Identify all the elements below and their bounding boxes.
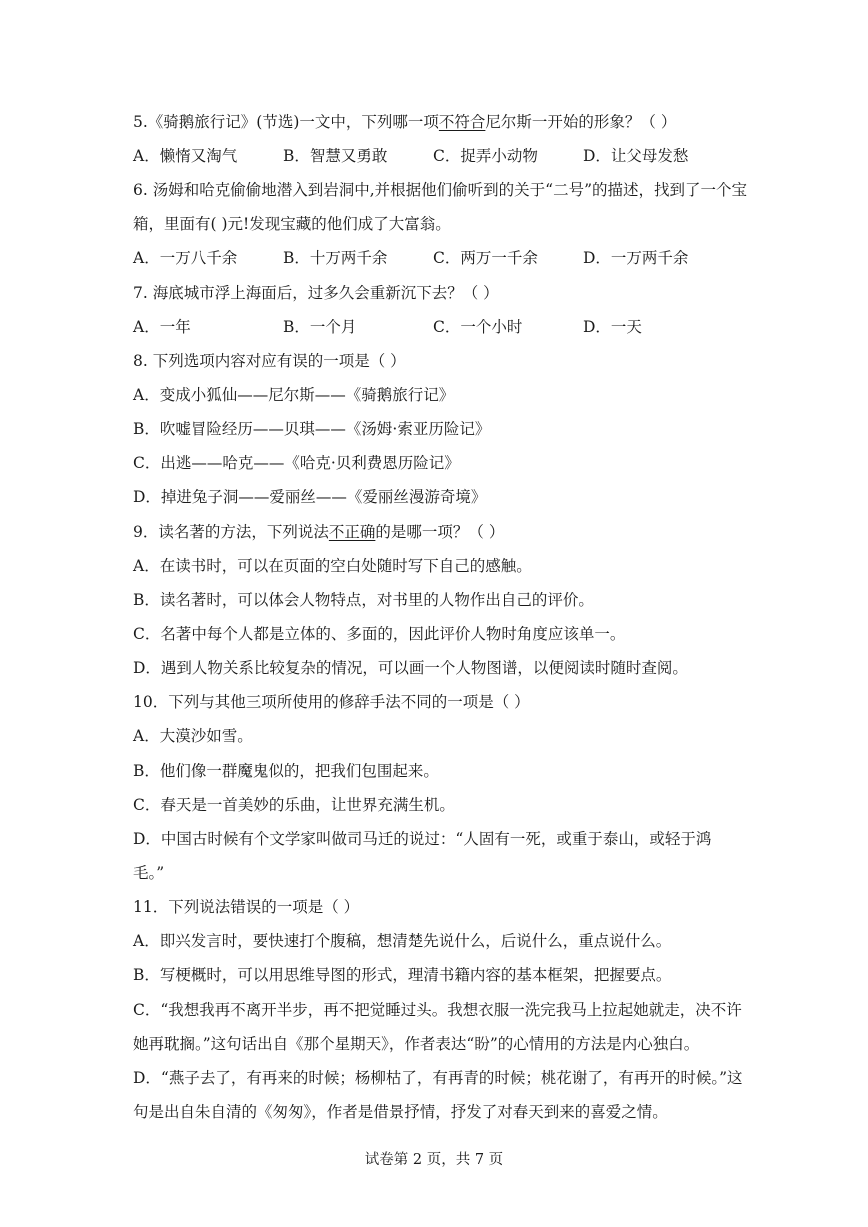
question-11-option-d-line-2: 句是出自朱自清的《匆匆》，作者是借景抒情，抒发了对春天到来的喜爱之情。 — [133, 1103, 668, 1121]
question-11-stem: 11．下列说法错误的一项是（ ） — [133, 898, 360, 916]
question-9-option-c: C．名著中每个人都是立体的、多面的，因此评价人物时角度应该单一。 — [133, 625, 626, 643]
question-7-option-a: A．一年 — [133, 318, 191, 336]
question-11-option-a: A．即兴发言时，要快速打个腹稿，想清楚先说什么，后说什么，重点说什么。 — [133, 932, 672, 950]
question-11-option-c-line-1: C．“我想我再不离开半步，再不把觉睡过头。我想衣服一洗完我马上拉起她就走，决不许 — [133, 1001, 742, 1019]
question-5-option-a: A．懒惰又淘气 — [133, 147, 238, 165]
question-9-option-b: B．读名著时，可以体会人物特点，对书里的人物作出自己的评价。 — [133, 591, 594, 609]
question-8-option-b: B．吹嘘冒险经历——贝琪——《汤姆·索亚历险记》 — [133, 420, 491, 438]
question-10-option-d-line-2: 毛。” — [133, 864, 165, 882]
question-9-option-a: A．在读书时，可以在页面的空白处随时写下自己的感触。 — [133, 557, 532, 575]
question-6-stem-line-2: 箱，里面有( )元!发现宝藏的他们成了大富翁。 — [133, 215, 451, 233]
question-5-stem: 5.《骑鹅旅行记》(节选)一文中，下列哪一项不符合尼尔斯一开始的形象？（ ） — [133, 113, 677, 131]
question-8-option-d: D．掉进兔子洞——爱丽丝——《爱丽丝漫游奇境》 — [133, 488, 487, 506]
page-footer: 试卷第 2 页，共 7 页 — [364, 1152, 504, 1168]
question-6-option-c: C．两万一千余 — [433, 249, 538, 267]
question-9-stem: 9．读名著的方法，下列说法不正确的是哪一项？（ ） — [133, 523, 505, 541]
underlined-keyword: 不符合 — [438, 113, 486, 131]
question-5-option-b: B．智慧又勇敢 — [283, 147, 388, 165]
question-8-option-c: C．出逃——哈克——《哈克·贝利费恩历险记》 — [133, 454, 460, 472]
question-7-option-b: B．一个月 — [283, 318, 357, 336]
question-8-stem: 8. 下列选项内容对应有误的一项是（ ） — [133, 352, 406, 370]
question-6-option-a: A．一万八千余 — [133, 249, 238, 267]
question-10-option-a: A．大漠沙如雪。 — [133, 727, 253, 745]
question-9-option-d: D．遇到人物关系比较复杂的情况，可以画一个人物图谱，以便阅读时随时查阅。 — [133, 659, 688, 677]
question-7-option-c: C．一个小时 — [433, 318, 523, 336]
question-11-option-b: B．写梗概时，可以用思维导图的形式，理清书籍内容的基本框架，把握要点。 — [133, 966, 672, 984]
question-5-option-c: C．捉弄小动物 — [433, 147, 538, 165]
question-6-option-b: B．十万两千余 — [283, 249, 388, 267]
question-10-option-b: B．他们像一群魔鬼似的，把我们包围起来。 — [133, 762, 439, 780]
question-7-stem: 7. 海底城市浮上海面后，过多久会重新沉下去？（ ） — [133, 284, 499, 302]
question-10-option-c: C．春天是一首美妙的乐曲，让世界充满生机。 — [133, 796, 455, 814]
question-7-option-d: D．一天 — [583, 318, 642, 336]
underlined-keyword: 不正确 — [328, 523, 376, 541]
question-6-stem-line-1: 6. 汤姆和哈克偷偷地潜入到岩洞中,并根据他们偷听到的关于“二号”的描述，找到了一个宝 — [133, 181, 747, 199]
question-6-option-d: D．一万两千余 — [583, 249, 689, 267]
question-5-option-d: D．让父母发愁 — [583, 147, 689, 165]
question-11-option-d-line-1: D．“燕子去了，有再来的时候；杨柳枯了，有再青的时候；桃花谢了，有再开的时候。”这 — [133, 1069, 743, 1087]
question-10-option-d-line-1: D．中国古时候有个文学家叫做司马迁的说过：“人固有一死，或重于泰山，或轻于鸿 — [133, 830, 712, 848]
question-8-option-a: A．变成小狐仙——尼尔斯——《骑鹅旅行记》 — [133, 386, 455, 404]
question-10-stem: 10．下列与其他三项所使用的修辞手法不同的一项是（ ） — [133, 693, 530, 711]
question-11-option-c-line-2: 她再耽搁。”这句话出自《那个星期天》，作者表达“盼”的心情用的方法是内心独白。 — [133, 1035, 700, 1053]
